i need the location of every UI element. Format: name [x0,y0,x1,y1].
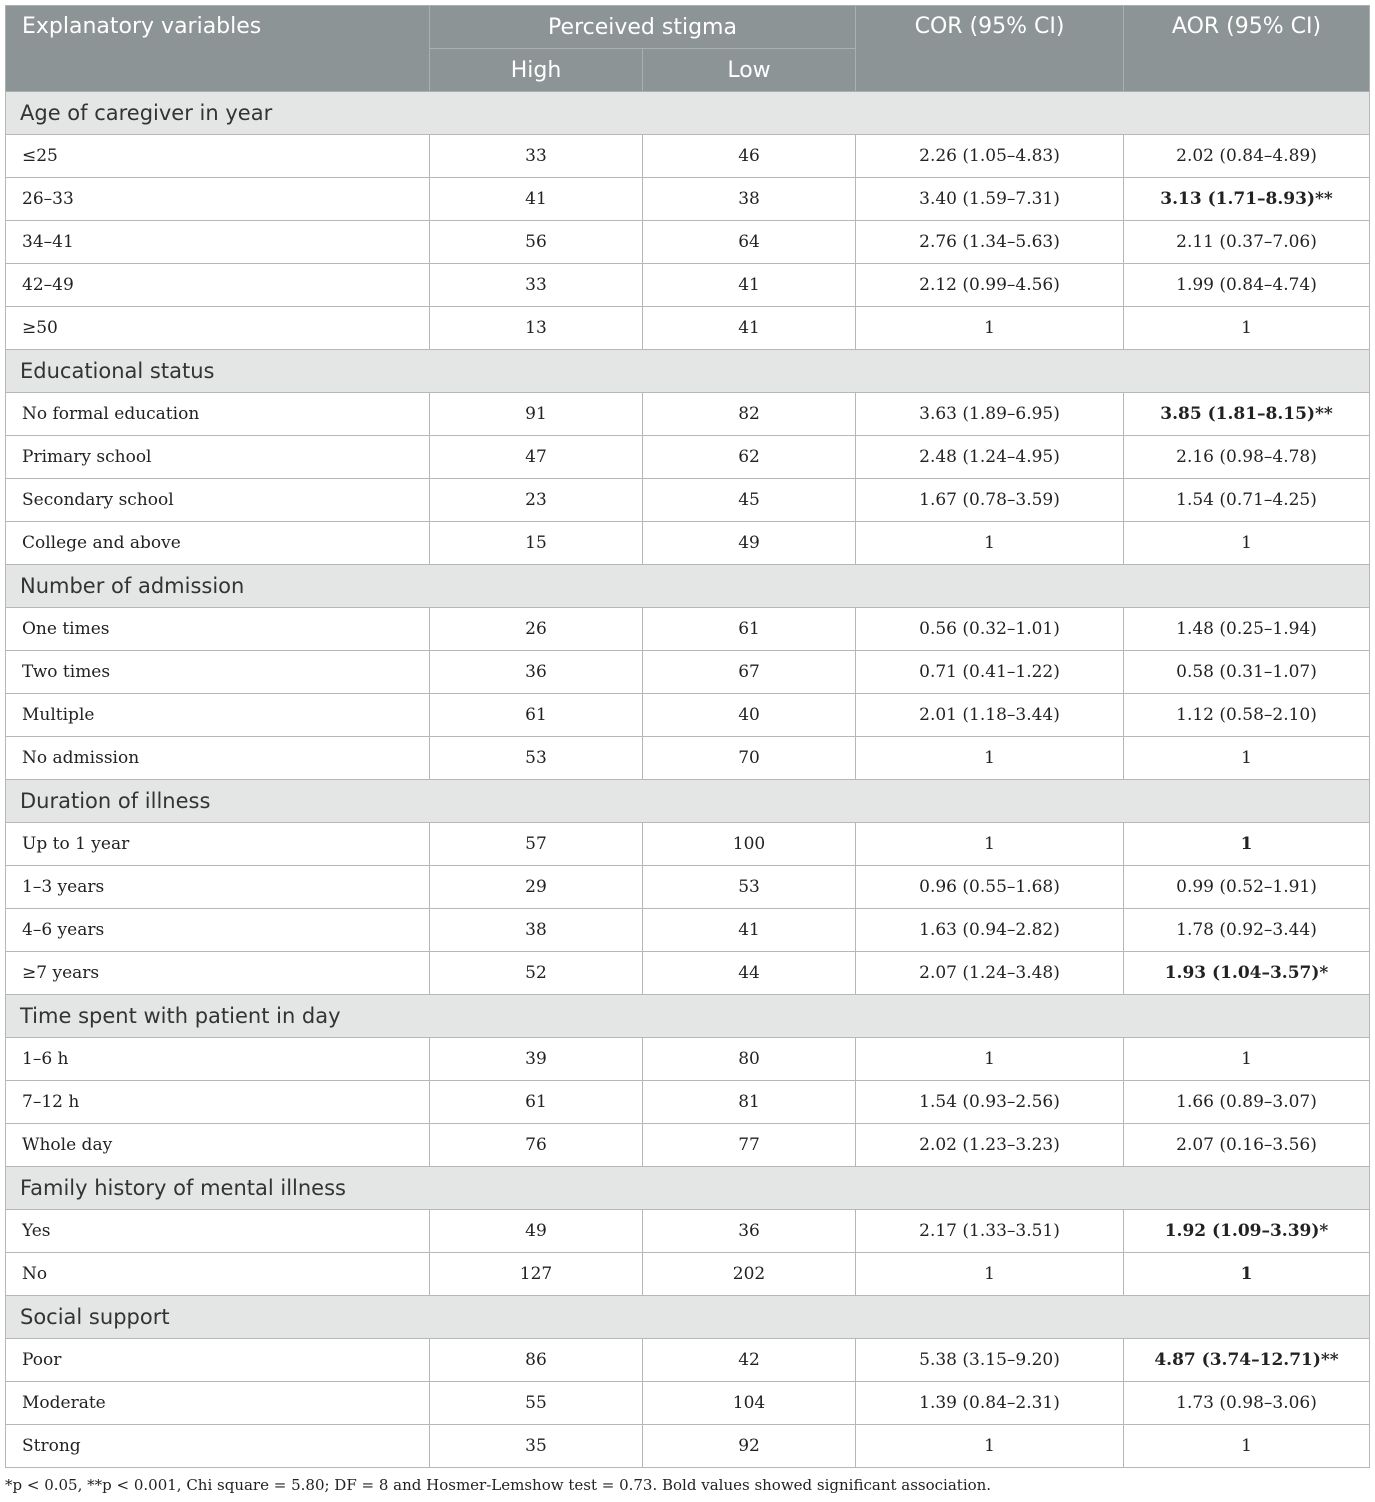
aor-value: 1.54 (0.71–4.25) [1124,479,1370,522]
high-count: 35 [430,1425,643,1468]
table-footnote: *p < 0.05, **p < 0.001, Chi square = 5.80; DF = 8 and Hosmer-Lemshow test = 0.73. Bold values showed significant association. [5,1476,992,1494]
table-row [6,1425,1370,1468]
header-high: High [430,49,643,92]
low-count: 70 [643,737,856,780]
low-count: 38 [643,178,856,221]
row-label: Whole day [6,1124,430,1167]
high-count: 61 [430,694,643,737]
aor-value: 1 [1124,1425,1370,1468]
row-label: Poor [6,1339,430,1382]
cor-value: 3.63 (1.89–6.95) [856,393,1124,436]
group-title: Age of caregiver in year [6,92,1370,135]
high-count: 29 [430,866,643,909]
table-row [6,952,1370,995]
high-count: 53 [430,737,643,780]
high-count: 61 [430,1081,643,1124]
table-row [6,264,1370,307]
row-label: Moderate [6,1382,430,1425]
table-row [6,479,1370,522]
low-count: 104 [643,1382,856,1425]
table-row [6,1382,1370,1425]
group-title: Educational status [6,350,1370,393]
low-count: 36 [643,1210,856,1253]
row-label: 42–49 [6,264,430,307]
cor-value: 1 [856,1253,1124,1296]
cor-value: 1.67 (0.78–3.59) [856,479,1124,522]
high-count: 15 [430,522,643,565]
cor-value: 0.71 (0.41–1.22) [856,651,1124,694]
table-row [6,1253,1370,1296]
cor-value: 0.56 (0.32–1.01) [856,608,1124,651]
low-count: 81 [643,1081,856,1124]
cor-value: 2.02 (1.23–3.23) [856,1124,1124,1167]
low-count: 62 [643,436,856,479]
low-count: 67 [643,651,856,694]
group-title: Time spent with patient in day [6,995,1370,1038]
table-row [6,178,1370,221]
high-count: 13 [430,307,643,350]
table-row [6,1210,1370,1253]
cor-value: 2.12 (0.99–4.56) [856,264,1124,307]
cor-value: 1 [856,737,1124,780]
row-label: 1–6 h [6,1038,430,1081]
table-row [6,737,1370,780]
low-count: 64 [643,221,856,264]
aor-value: 3.85 (1.81–8.15)** [1124,393,1370,436]
cor-value: 1 [856,823,1124,866]
aor-value: 1 [1124,823,1370,866]
table-row [6,1124,1370,1167]
row-label: 1–3 years [6,866,430,909]
aor-value: 1.48 (0.25–1.94) [1124,608,1370,651]
row-label: ≥7 years [6,952,430,995]
aor-value: 2.11 (0.37–7.06) [1124,221,1370,264]
aor-value: 2.02 (0.84–4.89) [1124,135,1370,178]
aor-value: 0.99 (0.52–1.91) [1124,866,1370,909]
aor-value: 1 [1124,1038,1370,1081]
aor-value: 1.73 (0.98–3.06) [1124,1382,1370,1425]
group-header-row [6,350,1370,393]
row-label: One times [6,608,430,651]
aor-value: 4.87 (3.74–12.71)** [1124,1339,1370,1382]
high-count: 47 [430,436,643,479]
cor-value: 1.39 (0.84–2.31) [856,1382,1124,1425]
aor-value: 1.78 (0.92–3.44) [1124,909,1370,952]
aor-value: 3.13 (1.71–8.93)** [1124,178,1370,221]
group-header-row [6,780,1370,823]
header-cor: COR (95% CI) [856,6,1124,92]
table-row [6,221,1370,264]
low-count: 77 [643,1124,856,1167]
table-row [6,651,1370,694]
row-label: ≥50 [6,307,430,350]
low-count: 44 [643,952,856,995]
table-row [6,1081,1370,1124]
row-label: No admission [6,737,430,780]
high-count: 26 [430,608,643,651]
aor-value: 1 [1124,307,1370,350]
cor-value: 1.63 (0.94–2.82) [856,909,1124,952]
cor-value: 0.96 (0.55–1.68) [856,866,1124,909]
cor-value: 1 [856,1038,1124,1081]
group-title: Duration of illness [6,780,1370,823]
table-row [6,436,1370,479]
association-table [5,5,1370,1468]
low-count: 46 [643,135,856,178]
group-title: Family history of mental illness [6,1167,1370,1210]
cor-value: 1.54 (0.93–2.56) [856,1081,1124,1124]
row-label: Strong [6,1425,430,1468]
low-count: 92 [643,1425,856,1468]
low-count: 41 [643,264,856,307]
high-count: 33 [430,135,643,178]
table-row [6,866,1370,909]
row-label: College and above [6,522,430,565]
cor-value: 1 [856,1425,1124,1468]
table-row [6,522,1370,565]
high-count: 36 [430,651,643,694]
table-row [6,307,1370,350]
high-count: 56 [430,221,643,264]
group-title: Social support [6,1296,1370,1339]
table-row [6,1038,1370,1081]
high-count: 57 [430,823,643,866]
group-header-row [6,1296,1370,1339]
low-count: 82 [643,393,856,436]
aor-value: 2.07 (0.16–3.56) [1124,1124,1370,1167]
aor-value: 1 [1124,737,1370,780]
row-label: ≤25 [6,135,430,178]
high-count: 91 [430,393,643,436]
row-label: Up to 1 year [6,823,430,866]
cor-value: 2.17 (1.33–3.51) [856,1210,1124,1253]
low-count: 61 [643,608,856,651]
row-label: Secondary school [6,479,430,522]
high-count: 33 [430,264,643,307]
table-row [6,608,1370,651]
header-low: Low [643,49,856,92]
high-count: 86 [430,1339,643,1382]
low-count: 49 [643,522,856,565]
row-label: No [6,1253,430,1296]
aor-value: 1.66 (0.89–3.07) [1124,1081,1370,1124]
row-label: Two times [6,651,430,694]
row-label: Yes [6,1210,430,1253]
aor-value: 1.93 (1.04–3.57)* [1124,952,1370,995]
aor-value: 1.92 (1.09–3.39)* [1124,1210,1370,1253]
cor-value: 2.48 (1.24–4.95) [856,436,1124,479]
high-count: 41 [430,178,643,221]
cor-value: 2.76 (1.34–5.63) [856,221,1124,264]
table-row [6,393,1370,436]
high-count: 49 [430,1210,643,1253]
row-label: 26–33 [6,178,430,221]
group-title: Number of admission [6,565,1370,608]
table-row [6,1339,1370,1382]
row-label: Multiple [6,694,430,737]
low-count: 100 [643,823,856,866]
table-row [6,694,1370,737]
header-aor: AOR (95% CI) [1124,6,1370,92]
cor-value: 1 [856,307,1124,350]
high-count: 127 [430,1253,643,1296]
aor-value: 0.58 (0.31–1.07) [1124,651,1370,694]
cor-value: 1 [856,522,1124,565]
aor-value: 2.16 (0.98–4.78) [1124,436,1370,479]
table-row [6,823,1370,866]
high-count: 55 [430,1382,643,1425]
high-count: 23 [430,479,643,522]
aor-value: 1 [1124,522,1370,565]
cor-value: 3.40 (1.59–7.31) [856,178,1124,221]
aor-value: 1 [1124,1253,1370,1296]
row-label: 34–41 [6,221,430,264]
high-count: 76 [430,1124,643,1167]
aor-value: 1.12 (0.58–2.10) [1124,694,1370,737]
group-header-row [6,1167,1370,1210]
low-count: 45 [643,479,856,522]
low-count: 202 [643,1253,856,1296]
row-label: 7–12 h [6,1081,430,1124]
low-count: 41 [643,909,856,952]
low-count: 40 [643,694,856,737]
cor-value: 2.01 (1.18–3.44) [856,694,1124,737]
row-label: No formal education [6,393,430,436]
cor-value: 5.38 (3.15–9.20) [856,1339,1124,1382]
results-table-container [5,5,1369,1468]
low-count: 80 [643,1038,856,1081]
cor-value: 2.07 (1.24–3.48) [856,952,1124,995]
header-explanatory-variables: Explanatory variables [6,6,430,92]
table-header [6,6,1370,92]
high-count: 52 [430,952,643,995]
low-count: 53 [643,866,856,909]
table-row [6,909,1370,952]
table-row [6,135,1370,178]
group-header-row [6,92,1370,135]
cor-value: 2.26 (1.05–4.83) [856,135,1124,178]
low-count: 42 [643,1339,856,1382]
low-count: 41 [643,307,856,350]
table-body [6,92,1370,1468]
group-header-row [6,565,1370,608]
high-count: 39 [430,1038,643,1081]
row-label: 4–6 years [6,909,430,952]
high-count: 38 [430,909,643,952]
row-label: Primary school [6,436,430,479]
aor-value: 1.99 (0.84–4.74) [1124,264,1370,307]
group-header-row [6,995,1370,1038]
header-perceived-stigma: Perceived stigma [430,6,856,49]
